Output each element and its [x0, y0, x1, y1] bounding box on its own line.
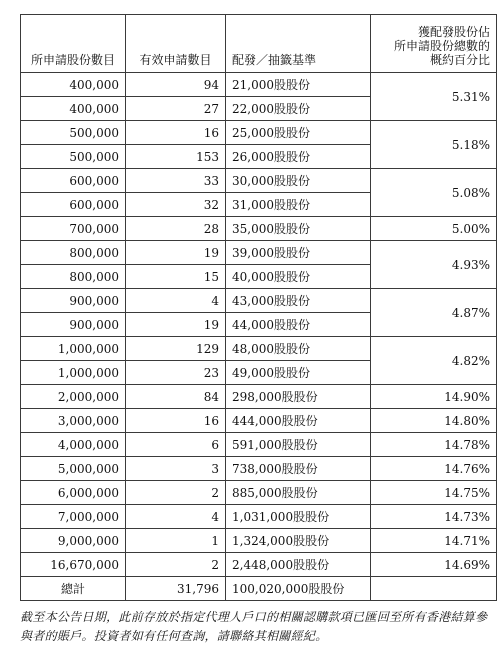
- basis-cell: 2,448,000股股份: [226, 553, 371, 577]
- valid-cell: 3: [126, 457, 226, 481]
- ratio-cell: 14.78%: [371, 433, 497, 457]
- valid-cell: 23: [126, 361, 226, 385]
- table-row: [21, 241, 497, 265]
- basis-cell: 31,000股股份: [226, 193, 371, 217]
- valid-cell: 2: [126, 481, 226, 505]
- basis-cell: 885,000股股份: [226, 481, 371, 505]
- table-row: [21, 553, 497, 577]
- applied-cell: 600,000: [21, 169, 126, 193]
- table-row: [21, 337, 497, 361]
- header-ratio-line-3: 概約百分比: [429, 53, 490, 67]
- ratio-cell: 5.31%: [371, 73, 497, 121]
- applied-cell: 500,000: [21, 145, 126, 169]
- ratio-cell: 14.90%: [371, 385, 497, 409]
- ratio-cell: 14.80%: [371, 409, 497, 433]
- table-row: [21, 481, 497, 505]
- ratio-cell: 5.18%: [371, 121, 497, 169]
- table-row: [21, 385, 497, 409]
- header-approx-percentage: [371, 15, 497, 73]
- valid-cell: 1: [126, 529, 226, 553]
- allotment-table: [20, 14, 497, 601]
- basis-cell: 1,031,000股股份: [226, 505, 371, 529]
- valid-cell: 33: [126, 169, 226, 193]
- ratio-cell: 14.75%: [371, 481, 497, 505]
- basis-cell: 49,000股股份: [226, 361, 371, 385]
- applied-cell: 800,000: [21, 265, 126, 289]
- basis-cell: 21,000股股份: [226, 73, 371, 97]
- table-row: [21, 505, 497, 529]
- total-basis: 100,020,000股股份: [226, 577, 371, 601]
- table-row: [21, 289, 497, 313]
- applied-cell: 1,000,000: [21, 361, 126, 385]
- valid-cell: 2: [126, 553, 226, 577]
- basis-cell: 44,000股股份: [226, 313, 371, 337]
- total-label: 總計: [21, 577, 126, 601]
- basis-cell: 738,000股股份: [226, 457, 371, 481]
- valid-cell: 28: [126, 217, 226, 241]
- ratio-cell: 5.00%: [371, 217, 497, 241]
- total-ratio-empty: [371, 577, 497, 601]
- applied-cell: 6,000,000: [21, 481, 126, 505]
- applied-cell: 700,000: [21, 217, 126, 241]
- applied-cell: 7,000,000: [21, 505, 126, 529]
- total-valid: 31,796: [126, 577, 226, 601]
- table-row: [21, 409, 497, 433]
- applied-cell: 800,000: [21, 241, 126, 265]
- valid-cell: 84: [126, 385, 226, 409]
- basis-cell: 1,324,000股股份: [226, 529, 371, 553]
- header-allotment-basis: 配發／抽籤基準: [226, 15, 371, 73]
- applied-cell: 1,000,000: [21, 337, 126, 361]
- header-row: [21, 15, 497, 73]
- applied-cell: 900,000: [21, 289, 126, 313]
- ratio-cell: 4.87%: [371, 289, 497, 337]
- header-applied-shares: 所申請股份數目: [21, 15, 126, 73]
- table-row: [21, 433, 497, 457]
- table-row: [21, 217, 497, 241]
- valid-cell: 94: [126, 73, 226, 97]
- header-valid-applications: 有效申請數目: [126, 15, 226, 73]
- table-row: [21, 121, 497, 145]
- applied-cell: 5,000,000: [21, 457, 126, 481]
- valid-cell: 15: [126, 265, 226, 289]
- basis-cell: 35,000股股份: [226, 217, 371, 241]
- ratio-cell: 5.08%: [371, 169, 497, 217]
- ratio-cell: 14.69%: [371, 553, 497, 577]
- basis-cell: 39,000股股份: [226, 241, 371, 265]
- applied-cell: 16,670,000: [21, 553, 126, 577]
- valid-cell: 16: [126, 121, 226, 145]
- basis-cell: 26,000股股份: [226, 145, 371, 169]
- header-ratio-line-1: 獲配發股份佔: [417, 25, 490, 39]
- applied-cell: 4,000,000: [21, 433, 126, 457]
- basis-cell: 591,000股股份: [226, 433, 371, 457]
- total-row: [21, 577, 497, 601]
- valid-cell: 27: [126, 97, 226, 121]
- valid-cell: 6: [126, 433, 226, 457]
- valid-cell: 16: [126, 409, 226, 433]
- applied-cell: 400,000: [21, 73, 126, 97]
- valid-cell: 4: [126, 505, 226, 529]
- applied-cell: 500,000: [21, 121, 126, 145]
- valid-cell: 153: [126, 145, 226, 169]
- ratio-cell: 4.93%: [371, 241, 497, 289]
- applied-cell: 900,000: [21, 313, 126, 337]
- basis-cell: 444,000股股份: [226, 409, 371, 433]
- valid-cell: 129: [126, 337, 226, 361]
- basis-cell: 40,000股股份: [226, 265, 371, 289]
- valid-cell: 32: [126, 193, 226, 217]
- basis-cell: 298,000股股份: [226, 385, 371, 409]
- table-row: [21, 529, 497, 553]
- table-row: [21, 457, 497, 481]
- ratio-cell: 4.82%: [371, 337, 497, 385]
- basis-cell: 43,000股股份: [226, 289, 371, 313]
- basis-cell: 22,000股股份: [226, 97, 371, 121]
- valid-cell: 19: [126, 241, 226, 265]
- applied-cell: 9,000,000: [21, 529, 126, 553]
- table-row: [21, 169, 497, 193]
- header-ratio-line-2: 所申請股份總數的: [393, 39, 490, 53]
- applied-cell: 2,000,000: [21, 385, 126, 409]
- applied-cell: 600,000: [21, 193, 126, 217]
- table-row: [21, 73, 497, 97]
- ratio-cell: 14.76%: [371, 457, 497, 481]
- basis-cell: 30,000股股份: [226, 169, 371, 193]
- applied-cell: 400,000: [21, 97, 126, 121]
- valid-cell: 4: [126, 289, 226, 313]
- footnote: 截至本公告日期，此前存放於指定代理人戶口的相關認購款項已匯回至所有香港結算參與者的賬戶。投資者如有任何查詢，請聯絡其相關經紀。: [20, 610, 488, 643]
- ratio-cell: 14.71%: [371, 529, 497, 553]
- ratio-cell: 14.73%: [371, 505, 497, 529]
- basis-cell: 25,000股股份: [226, 121, 371, 145]
- valid-cell: 19: [126, 313, 226, 337]
- basis-cell: 48,000股股份: [226, 337, 371, 361]
- applied-cell: 3,000,000: [21, 409, 126, 433]
